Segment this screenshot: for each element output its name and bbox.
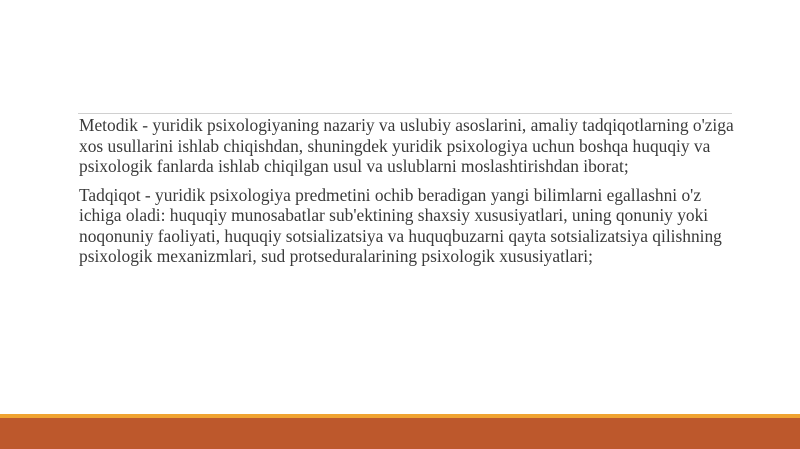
slide-body: [79, 115, 739, 267]
footer-band: [0, 418, 800, 449]
paragraph-metodik: Metodik - yuridik psixologiyaning nazariy va uslubiy asoslarini, amaliy tadqiqotlarning o'ziga xos usullarini ishlab chiqishdan, shuningdek yuridik psixologiya uchun boshqa huquqiy va psixologik fanlarda ishlab chiqilgan usul va uslublarni moslashtirishdan iborat;: [79, 115, 734, 176]
top-divider: [78, 113, 732, 114]
paragraph-tadqiqot: Tadqiqot - yuridik psixologiya predmetini ochib beradigan yangi bilimlarni egallashni o'z ichiga oladi: huquqiy munosabatlar sub'ektining shaxsiy xususiyatlari, uning qonuniy yoki noqonuniy faoliyati, huquqiy sotsializatsiya va huquqbuzarni qayta sotsializatsiya qilishning psixologik mexanizmlari, sud protseduralarining psixologik xususiyatlari;: [79, 184, 722, 266]
